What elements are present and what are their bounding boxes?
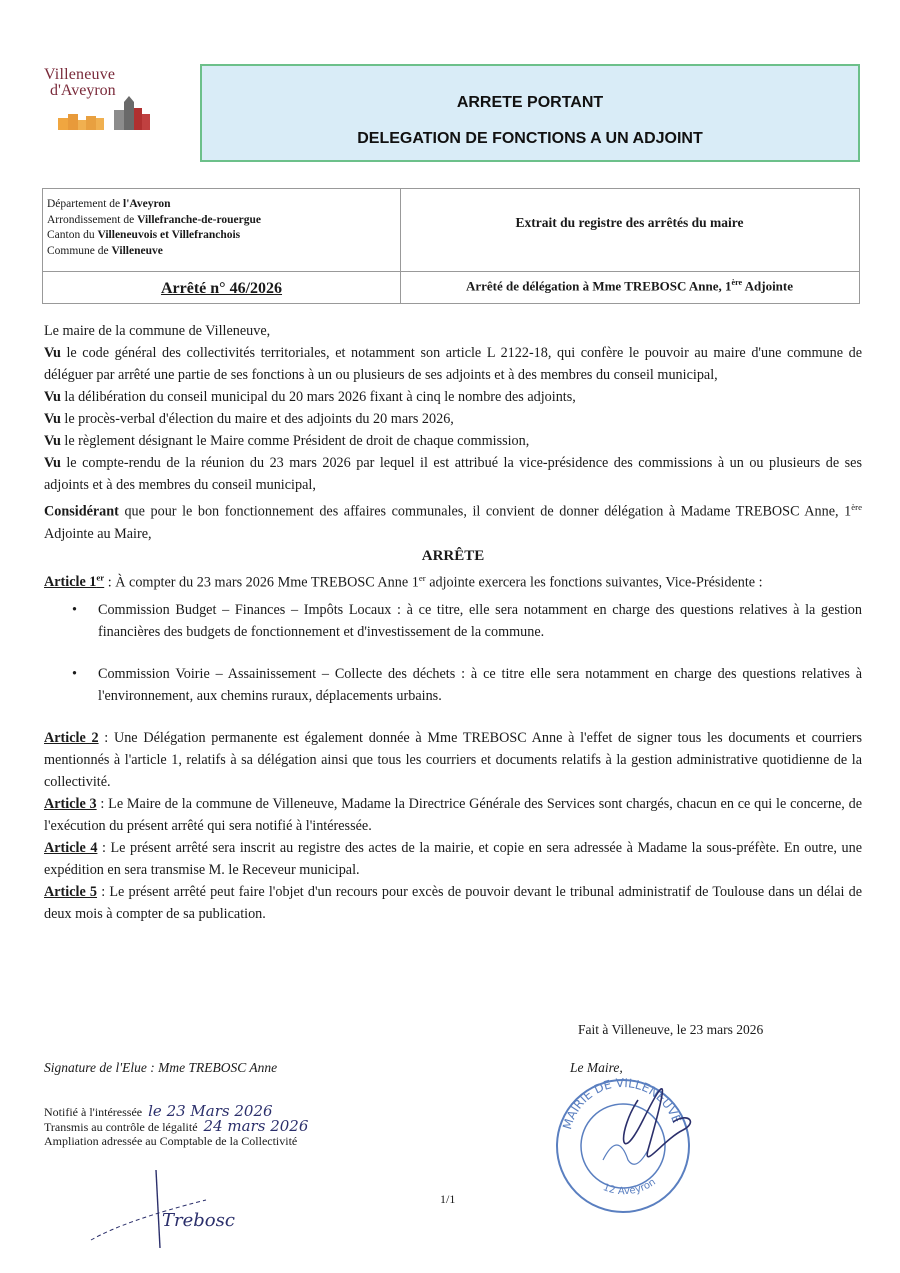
article-5: Article 5 : Le présent arrêté peut faire l'objet d'un recours pour excès de pouvoir devant le tribunal administratif de Toulouse dans un délai de deux mois à compter de sa publication.: [44, 884, 863, 923]
administrative-info: [47, 197, 261, 259]
elue-signature-icon: [86, 1170, 236, 1250]
municipality-logo: [40, 66, 170, 136]
le-maire-label: Le Maire,: [570, 1060, 623, 1075]
transmis-line: Transmis au contrôle de légalité 24 mars 2026: [44, 1117, 309, 1135]
arrete-heading: ARRÊTE: [421, 547, 485, 564]
vu-clause: Vu le compte-rendu de la réunion du 23 mars 2026 par lequel il est attribué la vice-présidence des commissions à un ou plusieurs de ses adjoints et à des membres du conseil municipal,: [44, 455, 862, 493]
header-table: [42, 188, 860, 304]
vu-clause: Vu le règlement désignant le Maire comme Président de droit de chaque commission,: [44, 433, 530, 449]
commission-list: [44, 599, 862, 707]
admin-line: Commune de Villeneuve: [47, 244, 163, 257]
svg-text:Trebosc: Trebosc: [162, 1210, 235, 1231]
village-skyline-icon: [58, 96, 168, 130]
mairie-stamp-icon: [548, 1060, 698, 1220]
vu-clause: Vu le procès-verbal d'élection du maire et des adjoints du 20 mars 2026,: [44, 411, 454, 427]
notification-block: [44, 1104, 308, 1148]
title-banner: [200, 64, 860, 162]
page-number: 1/1: [440, 1192, 456, 1206]
vu-clause: Vu la délibération du conseil municipal du 20 mars 2026 fixant à cinq le nombre des adjoints,: [44, 389, 576, 405]
signature-elue-label: Signature de l'Elue : Mme TREBOSC Anne: [44, 1060, 278, 1075]
logo-line-1: Villeneuve: [44, 66, 116, 83]
article-4: Article 4 : Le présent arrêté sera inscrit au registre des actes de la mairie, et copie en sera adressée à Madame la sous-préfète. En outre, une expédition en sera transmise M. le Receveur municipal.: [44, 840, 862, 879]
notifie-line: Notifié à l'intéressée le 23 Mars 2026: [44, 1102, 273, 1120]
title-line-2: DELEGATION DE FONCTIONS A UN ADJOINT: [357, 130, 703, 147]
article-2: Article 2 : Une Délégation permanente est également donnée à Mme TREBOSC Anne à l'effet de signer tous les documents et courriers mentionnés à l'article 1, relatifs à sa délégation ainsi que tous les courriers et documents relatifs à la gestion administrative quotidienne de la collectivité.: [44, 730, 863, 791]
register-extract-label: Extrait du registre des arrêtés du maire: [515, 215, 744, 230]
svg-text:MAIRIE DE VILLENEUVE: MAIRIE DE VILLENEUVE: [560, 1075, 684, 1131]
ampliation-line: Ampliation adressée au Comptable de la Collectivité: [44, 1134, 298, 1148]
list-item: • Commission Voirie – Assainissement – Collecte des déchets : à ce titre elle sera notamment en charge des questions relatives à l'environnement, aux chemins ruraux, déplacements urbains.: [98, 663, 862, 707]
admin-line: Département de l'Aveyron: [47, 198, 171, 210]
considerant-clause: Considérant que pour le bon fonctionnement des affaires communales, il convient de donner délégation à Madame TREBOSC Anne, 1ère Adjointe au Maire,: [44, 502, 862, 542]
article-1: Article 1er : À compter du 23 mars 2026 Mme TREBOSC Anne 1er adjointe exercera les fonctions suivantes, Vice-Présidente :: [44, 572, 763, 591]
admin-line: Arrondissement de Villefranche-de-rouergue: [47, 213, 261, 226]
vu-clause: Vu le code général des collectivités territoriales, et notamment son article L 2122-18, qui confère le pouvoir au maire d'une commune de déléguer par arrêté une partie de ses fonctions à un ou plusieurs de ses adjoints et à des membres du conseil municipal,: [44, 345, 862, 383]
table-divider-horizontal: [43, 271, 859, 272]
list-item: • Commission Budget – Finances – Impôts Locaux : à ce titre, elle sera notamment en charge des questions relatives à la gestion financières des budgets de fonctionnement et d'investissement de la commune.: [98, 599, 862, 643]
handwritten-date: le 23 Mars 2026: [148, 1102, 273, 1120]
arrete-subject: Arrêté de délégation à Mme TREBOSC Anne, 1ère Adjointe: [465, 278, 794, 294]
article-3: Article 3 : Le Maire de la commune de Villeneuve, Madame la Directrice Générale des Services sont chargés, chacun en ce qui le concerne, de l'exécution du présent arrêté qui sera notifié à l'intéressée.: [44, 796, 862, 835]
svg-text:12 Aveyron: 12 Aveyron: [601, 1176, 658, 1198]
place-date: Fait à Villeneuve, le 23 mars 2026: [578, 1022, 764, 1037]
handwritten-date: 24 mars 2026: [203, 1117, 309, 1135]
document-body: [44, 320, 862, 925]
title-line-1: ARRETE PORTANT: [456, 94, 604, 111]
arrete-number: Arrêté n° 46/2026: [160, 280, 283, 297]
admin-line: Canton du Villeneuvois et Villefranchois: [47, 229, 241, 241]
intro-line: Le maire de la commune de Villeneuve,: [44, 323, 271, 339]
logo-line-2: d'Aveyron: [50, 82, 116, 99]
